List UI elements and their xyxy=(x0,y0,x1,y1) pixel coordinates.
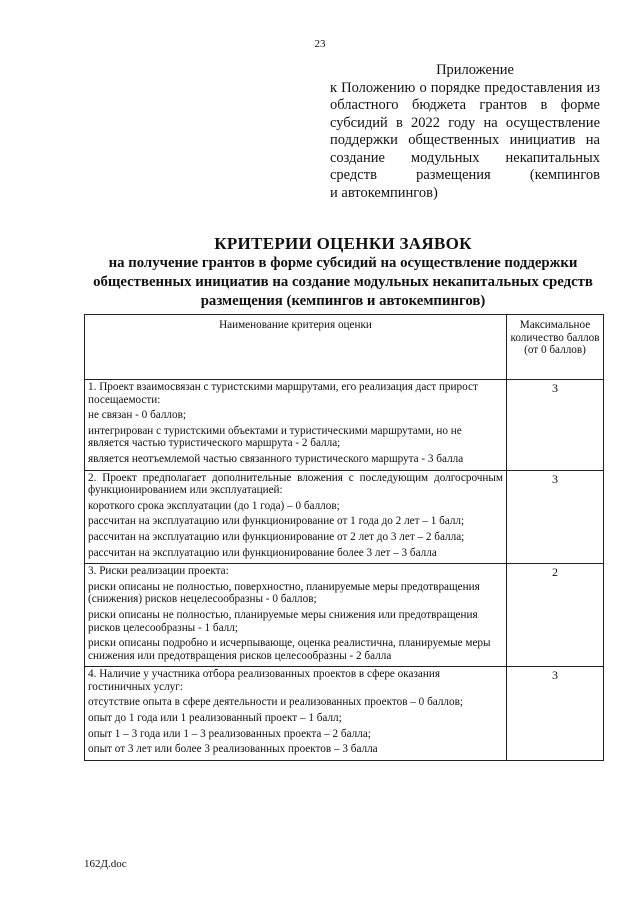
criterion-option: опыт до 1 года или 1 реализованный проект – 1 балл; xyxy=(88,712,342,725)
table-header-row xyxy=(85,315,604,380)
criterion-option: отсутствие опыта в сфере деятельности и реализованных проектов – 0 баллов; xyxy=(88,696,463,709)
criterion-title: 2. Проект предполагает дополнительные вложения с последующим долгосрочным функционированием или эксплуатацией: xyxy=(88,471,503,497)
criterion-cell xyxy=(85,470,507,564)
criterion-option: короткого срока эксплуатации (до 1 года) – 0 баллов; xyxy=(88,499,340,512)
criterion-option: риски описаны подробно и исчерпывающе, оценка реалистична, планируемые меры снижения или предотвращения рисков целесообразны - 2 балла xyxy=(88,637,491,662)
score-cell: 3 xyxy=(507,667,604,761)
title-subtitle: на получение грантов в форме субсидий на осуществление поддержки общественных инициатив на создание модульных некапитальных средств размещения (кемпингов и автокемпингов) xyxy=(93,255,593,309)
criterion-cell xyxy=(85,564,507,667)
document-title xyxy=(80,233,606,311)
criterion-option: не связан - 0 баллов; xyxy=(88,409,186,422)
criterion-option: опыт 1 – 3 года или 1 – 3 реализованных проекта – 2 балла; xyxy=(88,727,371,740)
criterion-option: рассчитан на эксплуатацию или функционирование от 2 лет до 3 лет – 2 балла; xyxy=(88,530,465,543)
criterion-option: является неотъемлемой частью связанного туристического маршрута - 3 балла xyxy=(88,452,464,465)
footer-filename: 162Д.doc xyxy=(84,858,127,870)
appendix-heading: Приложение xyxy=(436,62,514,78)
criterion-cell xyxy=(85,667,507,761)
page-number: 23 xyxy=(314,38,326,50)
score-cell: 2 xyxy=(507,564,604,667)
title-main: КРИТЕРИИ ОЦЕНКИ ЗАЯВОК xyxy=(214,234,472,253)
criterion-option: риски описаны не полностью, планируемые меры снижения или предотвращения рисков целесообразны - 1 балл; xyxy=(88,608,478,634)
criterion-title: 4. Наличие у участника отбора реализованных проектов в сфере оказания гостиничных услуг: xyxy=(88,668,441,693)
appendix-text-last: и автокемпингов) xyxy=(330,184,438,201)
criterion-option: рассчитан на эксплуатацию или функционирование от 1 года до 2 лет – 1 балл; xyxy=(88,515,465,528)
score-cell: 3 xyxy=(507,470,604,564)
table-row xyxy=(85,667,604,761)
criterion-title: 3. Риски реализации проекта: xyxy=(88,565,229,578)
appendix-text xyxy=(330,80,600,203)
criterion-option: опыт от 3 лет или более 3 реализованных проектов – 3 балла xyxy=(88,743,378,756)
table-row xyxy=(85,470,604,564)
score-cell: 3 xyxy=(507,380,604,471)
criterion-option: интегрирован с туристскими объектами и туристическими маршрутами, но не является частью туристического маршрута - 2 балла; xyxy=(88,424,462,450)
appendix-text-main: к Положению о порядке предоставления из областного бюджета грантов в форме субсидий в 2022 году на осуществление поддержки общественных инициатив на создание модульных некапитальных средств размещения (кемпингов xyxy=(330,79,600,183)
header-max-score: Максимальное количество баллов (от 0 баллов) xyxy=(507,315,604,380)
criterion-cell xyxy=(85,380,507,471)
criterion-title: 1. Проект взаимосвязан с туристскими маршрутами, его реализация даст прирост посещаемости: xyxy=(88,381,478,406)
table-row xyxy=(85,380,604,471)
table-row xyxy=(85,564,604,667)
header-criterion-name: Наименование критерия оценки xyxy=(85,315,507,380)
criterion-option: рассчитан на эксплуатацию или функционирование более 3 лет – 3 балла xyxy=(88,546,437,559)
criteria-table xyxy=(84,314,604,761)
appendix-note xyxy=(330,62,600,202)
criterion-option: риски описаны не полностью, поверхностно, планируемые меры предотвращения (снижения) рисков нецелесообразны - 0 баллов; xyxy=(88,580,480,606)
